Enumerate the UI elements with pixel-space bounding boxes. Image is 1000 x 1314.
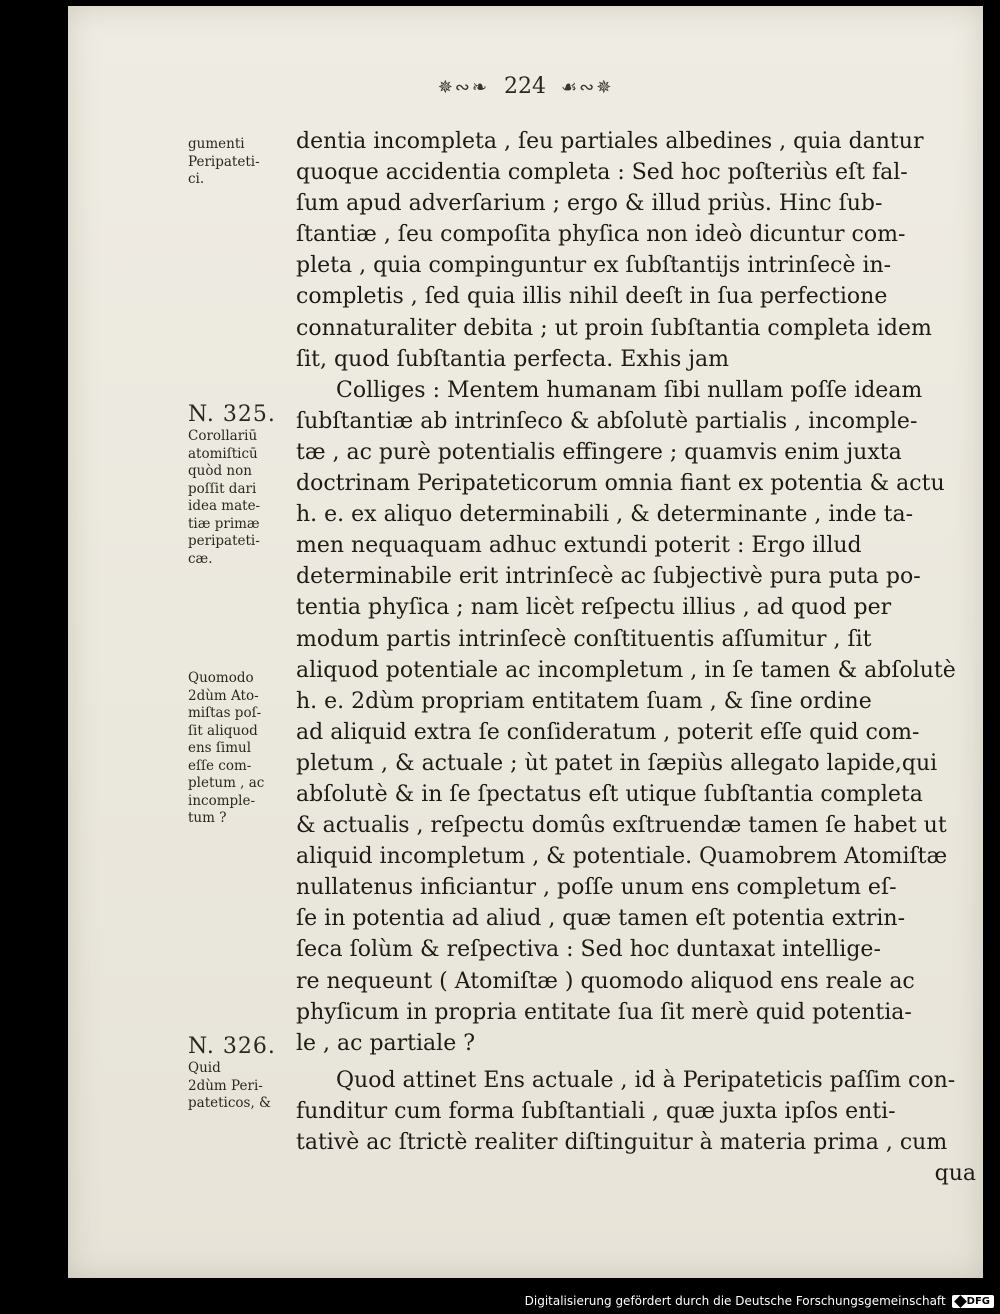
text-line: tentia phyſica ; nam licèt reſpectu illius , ad quod per (296, 595, 892, 621)
text-line: Colliges : Mentem humanam ſibi nullam poſſe ideam (336, 377, 923, 403)
margin-line: quòd non (188, 463, 252, 479)
text-line: funditur cum forma ſubſtantiali , quæ juxta ipſos enti- (296, 1098, 896, 1124)
dfg-logo (952, 1295, 994, 1308)
text-line: aliquid incompletum , & potentiale. Quamobrem Atomiſtæ (296, 844, 948, 870)
header-ornament-right: ☙∾✵ (560, 77, 614, 98)
section-number: N. 325. (188, 402, 276, 427)
margin-line: Peripateti- (188, 153, 260, 170)
margin-line: ens ſimul (188, 740, 252, 756)
text-line: aliquod potentiale ac incompletum , in ſe tamen & abſolutè (296, 657, 956, 683)
page-number: 224 (503, 74, 546, 99)
text-line: ad aliquid extra ſe conſideratum , poterit eſſe quid com- (296, 719, 920, 745)
margin-note-4 (188, 1034, 300, 1113)
text-line: ſe in potentia ad aliud , quæ tamen eſt potentia extrin- (296, 906, 905, 932)
margin-line: cæ. (188, 550, 213, 567)
text-line: nullatenus inficiantur , poſſe unum ens completum eſ- (296, 875, 897, 901)
text-line: quoque accidentia completa : Sed hoc poſteriùs eſt fal- (296, 160, 908, 186)
margin-line: pateticos, & (188, 1095, 272, 1111)
margin-line: 2dùm Ato- (188, 687, 259, 704)
text-line: pletum , & actuale ; ùt patet in ſæpiùs allegato lapide,qui (296, 750, 938, 776)
text-line: h. e. 2dùm propriam entitatem ſuam , & ſine ordine (296, 688, 872, 714)
margin-line: Quid (188, 1060, 221, 1076)
header-ornament-left: ✵∾❧ (437, 77, 489, 98)
main-text-column (296, 126, 976, 1189)
margin-line: Quomodo (188, 670, 254, 686)
text-line: Quod attinet Ens actuale , id à Peripateticis paſſim con- (336, 1067, 956, 1093)
footer-text: Digitalisierung gefördert durch die Deutsche Forschungsgemeinschaft (524, 1294, 946, 1308)
margin-line: gumenti (188, 136, 245, 152)
margin-line: Corollariū (188, 428, 258, 444)
margin-line: atomiſticū (188, 445, 258, 462)
text-line: ſum apud adverſarium ; ergo & illud priùs. Hinc ſub- (296, 191, 883, 217)
margin-line: tiæ primæ (188, 515, 260, 532)
text-line: ſtantiæ , ſeu compoſita phyſica non ideò dicuntur com- (296, 222, 906, 248)
text-line: men nequaquam adhuc extundi poterit : Ergo illud (296, 533, 862, 559)
text-line: dentia incompleta , ſeu partiales albedines , quia dantur (296, 129, 924, 154)
text-line: tæ , ac purè potentialis effingere ; quamvis enim juxta (296, 439, 902, 465)
margin-line: miſtas poſ- (188, 705, 262, 721)
text-line: abſolutè & in ſe ſpectatus eſt utique ſubſtantia completa (296, 781, 923, 807)
margin-line: tum ? (188, 810, 227, 826)
margin-line: ſit aliquod (188, 722, 258, 739)
margin-line: idea mate- (188, 498, 261, 514)
margin-line: ci. (188, 171, 205, 187)
text-line: ſubſtantiæ ab intrinſeco & abſolutè partialis , incomple- (296, 408, 918, 434)
text-line: modum partis intrinſecè conſtituentis aſſumitur , ſit (296, 626, 872, 652)
text-line: connaturaliter debita ; ut proin ſubſtantia completa idem (296, 315, 932, 341)
text-line: le , ac partiale ? (296, 1030, 476, 1056)
margin-line: 2dùm Peri- (188, 1077, 263, 1094)
margin-line: poſſit dari (188, 480, 257, 497)
margin-note-1 (188, 136, 300, 189)
dfg-mark-icon (954, 1295, 967, 1308)
text-line: phyſicum in propria entitate ſua ſit merè quid potentia- (296, 999, 912, 1025)
text-line: ſit, quod ſubſtantia perfecta. Exhis jam (296, 346, 730, 372)
text-line: h. e. ex aliquo determinabili , & determinante , inde ta- (296, 502, 914, 528)
section-number: N. 326. (188, 1034, 276, 1059)
text-line: doctrinam Peripateticorum omnia fiant ex potentia & actu (296, 471, 945, 497)
margin-line: peripateti- (188, 533, 260, 549)
margin-note-3 (188, 670, 300, 828)
dfg-logo-text: DFG (966, 1295, 990, 1307)
text-line: & actualis , reſpectu domûs exſtruendæ tamen ſe habet ut (296, 813, 947, 839)
text-line: ſeca ſolùm & reſpectiva : Sed hoc duntaxat intellige- (296, 937, 881, 963)
book-page (68, 6, 983, 1278)
text-line: pleta , quia compinguntur ex ſubſtantijs intrinſecè in- (296, 253, 892, 279)
text-line: completis , ſed quia illis nihil deeſt in ſua perfectione (296, 284, 888, 310)
margin-line: incomple- (188, 792, 256, 809)
margin-line: pletum , ac (188, 775, 265, 791)
margin-note-2 (188, 402, 300, 568)
text-line: determinabile erit intrinſecè ac ſubjectivè pura puta po- (296, 564, 921, 590)
page-header (68, 74, 983, 99)
digitization-footer (525, 1294, 994, 1308)
text-line: tativè ac ſtrictè realiter diſtinguitur à materia prima , cum (296, 1130, 948, 1155)
margin-line: eſſe com- (188, 757, 252, 774)
catchword: qua (934, 1161, 976, 1187)
text-line: re nequeunt ( Atomiſtæ ) quomodo aliquod ens reale ac (296, 968, 915, 994)
